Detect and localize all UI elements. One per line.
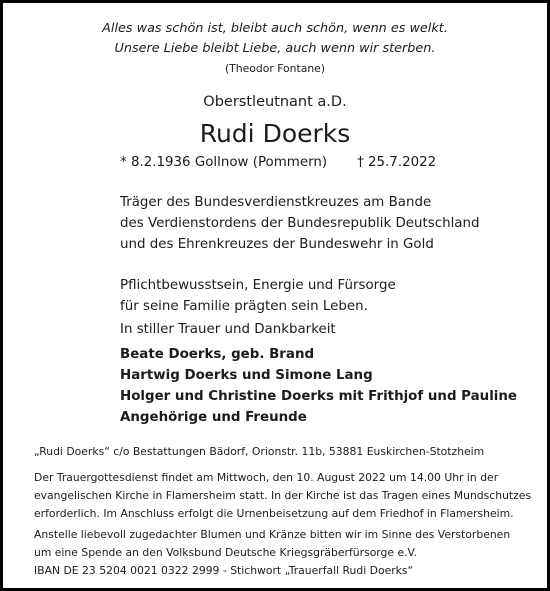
- donation-info: [34, 526, 510, 580]
- condolence-address: „Rudi Doerks“ c/o Bestattungen Bädorf, Orionstr. 11b, 53881 Euskirchen-Stotzheim: [34, 445, 485, 458]
- virtues-line-1: Pflichtbewusstsein, Energie und Fürsorge: [120, 278, 396, 293]
- donation-line-1: Anstelle liebevoll zugedachter Blumen und Kränze bitten wir im Sinne des Verstorbenen: [34, 528, 511, 541]
- mourner-entry: Holger und Christine Doerks mit Frithjof und Pauline: [120, 389, 518, 404]
- motto-author: (Theodor Fontane): [224, 62, 326, 75]
- service-line-2: evangelischen Kirche in Flamersheim statt. In der Kirche ist das Tragen eines Mundschutzes: [34, 489, 532, 502]
- motto-line-2: Unsere Liebe bleibt Liebe, auch wenn wir sterben.: [114, 41, 436, 56]
- funeral-service-info: [34, 469, 531, 523]
- death-date: † 25.7.2022: [357, 155, 437, 170]
- deceased-name: Rudi Doerks: [199, 119, 351, 148]
- deceased-rank: Oberstleutnant a.D.: [203, 94, 347, 110]
- mourners-list: [120, 344, 517, 428]
- honors-line-3: und des Ehrenkreuzes der Bundeswehr in Gold: [120, 237, 434, 252]
- donation-line-3: IBAN DE 23 5204 0021 0322 2999 - Stichwort „Trauerfall Rudi Doerks“: [34, 564, 414, 577]
- mourner-entry: Angehörige und Freunde: [120, 410, 307, 425]
- donation-line-2: um eine Spende an den Volksbund Deutsche Kriegsgräberfürsorge e.V.: [34, 546, 417, 559]
- mourning-intro: In stiller Trauer und Dankbarkeit: [120, 322, 336, 337]
- motto-line-1: Alles was schön ist, bleibt auch schön, wenn es welkt.: [102, 21, 448, 36]
- service-line-1: Der Trauergottesdienst findet am Mittwoch, den 10. August 2022 um 14.00 Uhr in der: [34, 471, 499, 484]
- honors-line-1: Träger des Bundesverdienstkreuzes am Bande: [120, 195, 432, 210]
- mourner-entry: Beate Doerks, geb. Brand: [120, 347, 315, 362]
- birth-date: * 8.2.1936 Gollnow (Pommern): [120, 155, 328, 170]
- service-line-3: erforderlich. Im Anschluss erfolgt die Urnenbeisetzung auf dem Friedhof in Flamersheim.: [34, 507, 514, 520]
- honors-line-2: des Verdienstordens der Bundesrepublik Deutschland: [120, 216, 480, 231]
- virtues-text: [120, 275, 396, 317]
- mourner-entry: Hartwig Doerks und Simone Lang: [120, 368, 373, 383]
- motto-quote: [3, 19, 547, 79]
- honors-text: [120, 192, 479, 255]
- life-dates: [120, 153, 436, 173]
- virtues-line-2: für seine Familie prägten sein Leben.: [120, 299, 368, 314]
